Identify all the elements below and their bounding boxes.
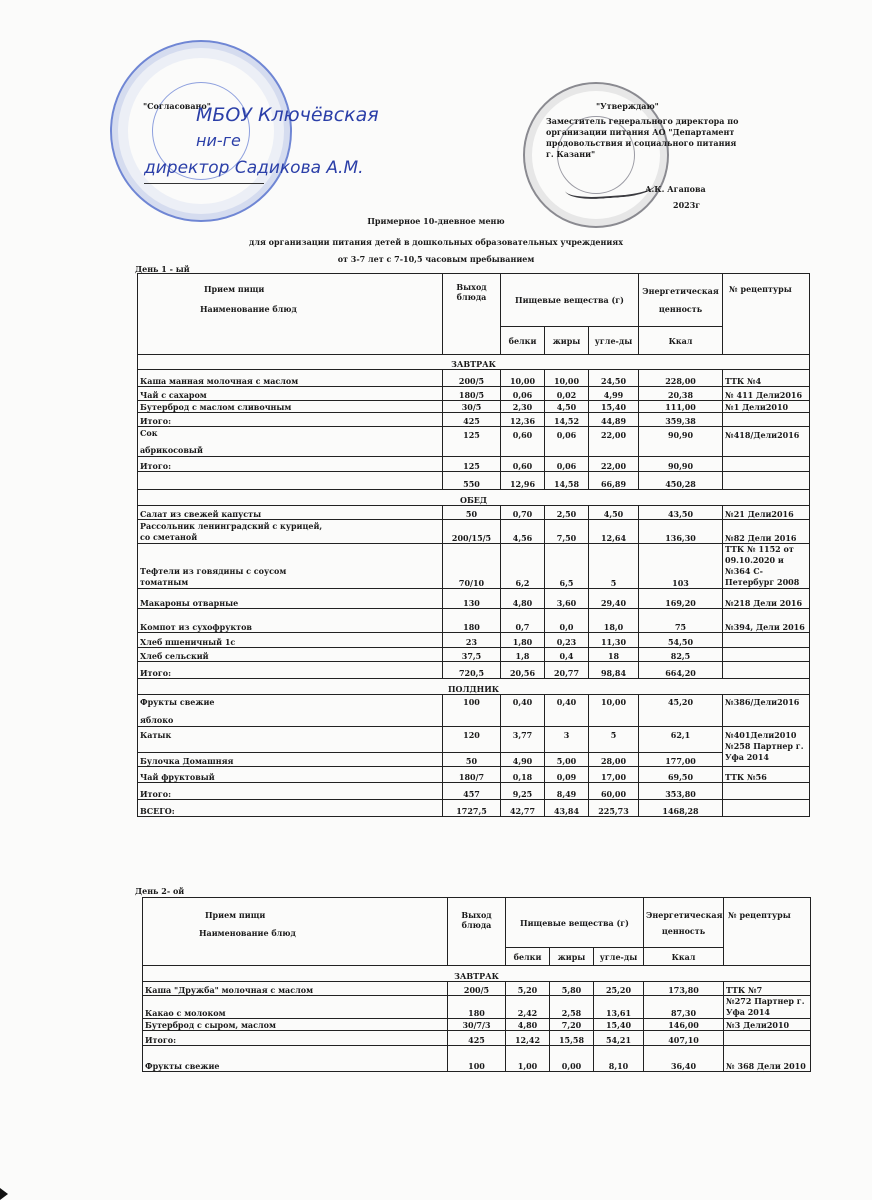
approver-name: А.К. Агапова [645,184,706,194]
grand-total-row: ВСЕГО: 1727,5 42,77 43,84 225,73 1468,28 [138,800,810,817]
document-age-range: от 3-7 лет с 7-10,5 часовым пребыванием [337,254,535,264]
table-row: Катык 120 3,77 3 5 62,1 №401Дели2010 №258 Партнер г. Уфа 2014 [138,727,810,753]
table-row: Тефтели из говядины с соусом томатным 70/10 6,2 6,5 5 103 ТТК № 1152 от 09.10.2020 и №364 С- Петербург 2008 [138,544,810,589]
table-row: Макароны отварные 130 4,80 3,60 29,40 169,20 №218 Дели 2016 [138,589,810,609]
subtotal-row: Итого: 125 0,60 0,06 22,00 90,90 [138,457,810,472]
table-row: Каша манная молочная с маслом 200/5 10,00 10,00 24,50 228,00 ТТК №4 [138,370,810,387]
table-header: Прием пищи Наименование блюд Выход блюда Пищевые вещества (г) Энергетическая ценность № рецептуры [143,898,811,948]
table-header: Прием пищи Наименование блюд Выход блюда Пищевые вещества (г) Энергетическая ценность № рецептуры [138,274,810,327]
table-row: Чай фруктовый 180/7 0,18 0,09 17,00 69,50 ТТК №56 [138,767,810,783]
signature-underline [144,183,264,184]
table-row: Рассольник ленинградский с курицей, со сметаной 200/15/5 4,56 7,50 12,64 136,30 №82 Дели 2016 [138,520,810,544]
table-row: Каша "Дружба" молочная с маслом 200/5 5,20 5,80 25,20 173,80 ТТК №7 [143,982,811,996]
approved-label: "Утверждаю" [596,101,659,111]
section-breakfast: ЗАВТРАК [138,355,810,370]
approver-position: Заместитель генерального директора по организации питания АО "Департамент продовольствия и социального питания г. Казани" [546,116,739,159]
day-2-menu-table: Прием пищи Наименование блюд Выход блюда Пищевые вещества (г) Энергетическая ценность № рецептуры белки жиры угле-ды Ккал ЗАВТРАК Каша "Дружба" молочная с маслом 200/5 5,20 5,80 25,20 173,80 ТТК №7 Какао с молоком 180 2,42 2,58 13,61 87,30 №272 Партнер г. Уфа 2014 Бутерброд с сыром, маслом 30/7/3 4,80 7,20 15,40 146,00 №3 Дели2010 Итого: 425 12,42 15,58 54,21 407,10 Фрукты свежие 100 1,00 0,00 8,10 36,40 № 368 Дели 2010 [142,897,811,1072]
table-row: Фрукты свежие яблоко 100 0,40 0,40 10,00 45,20 №386/Дели2016 [138,695,810,727]
morning-sum-row: 550 12,96 14,58 66,89 450,28 [138,472,810,490]
table-row: Чай с сахаром 180/5 0,06 0,02 4,99 20,38 № 411 Дели2016 [138,387,810,401]
handwriting-line-3: директор Садикова А.М. [144,158,364,178]
subtotal-row: Итого: 457 9,25 8,49 60,00 353,80 [138,783,810,800]
section-snack: ПОЛДНИК [138,679,810,695]
agreed-label: "Согласовано" [143,101,211,111]
subtotal-row: Итого: 425 12,42 15,58 54,21 407,10 [143,1031,811,1046]
table-row: Хлеб сельский 37,5 1,8 0,4 18 82,5 [138,648,810,662]
day-2-label: День 2- ой [135,886,185,896]
table-row: Булочка Домашняя 50 4,90 5,00 28,00 177,00 [138,753,810,767]
document-title: Примерное 10-дневное меню [367,216,505,226]
table-row: Сок абрикосовый 125 0,60 0,06 22,00 90,90 №418/Дели2016 [138,427,810,457]
table-row: Фрукты свежие 100 1,00 0,00 8,10 36,40 № 368 Дели 2010 [143,1046,811,1072]
day-1-menu-table: Прием пищи Наименование блюд Выход блюда Пищевые вещества (г) Энергетическая ценность № рецептуры белки жиры угле-ды Ккал ЗАВТРАК Каша манная молочная с маслом 200/5 10,00 10,00 24,50 228,00 ТТК №4 Чай с сахаром 180/5 0,06 0,02 4,99 20,38 № 411 Дели2016 Бутерброд с маслом сливочным 30/5 2,30 4,50 15,40 111,00 №1 Дели2010 Итого: 425 12,36 14,52 44,89 359,38 Сок абрикосовый 125 0,60 0,06 22,00 90,90 №418/Дели2016 Итого: 125 0,60 0,06 22,00 90,90 550 12,96 14,58 66,89 450,28 ОБЕД Салат из свежей капусты 50 0,70 2,50 4,50 43,50 №21 Дели2016 Рассольник ленинградский с курицей, со сметаной 200/15/5 4,56 7,50 12,64 136,30 №82 Дели 2016 Тефтели из говядины с соусом томатным 70/10 6,2 6,5 5 103 ТТК № 1152 от 09.10.2020 и №364 С- Петербург 2008 Макароны отварные 130 4,80 3,60 29,40 169,20 №218 Дели 2016 Компот из сухофруктов 180 0,7 0,0 18,0 75 №394, Дели 2016 Хлеб пшеничный 1с 23 1,80 0,23 11,30 54,50 Хлеб сельский 37,5 1,8 0,4 18 82,5 Итого: 720,5 20,56 20,77 98,84 664,20 ПОЛДНИК Фрукты свежие яблоко 100 0,40 0,40 10,00 45,20 №386/Дели2016 Катык 120 3,77 3 5 62,1 №401Дели2010 №258 Партнер г. Уфа 2014 Булочка Домашняя 50 4,90 5,00 28,00 177,00 Чай фруктовый 180/7 0,18 0,09 17,00 69,50 ТТК №56 Итого: 457 9,25 8,49 60,00 353,80 ВСЕГО: 1727,5 42,77 43,84 225,73 1468,28 [137,273,810,817]
approval-year: 2023г [673,200,701,210]
section-lunch: ОБЕД [138,490,810,506]
table-row: Бутерброд с маслом сливочным 30/5 2,30 4,50 15,40 111,00 №1 Дели2010 [138,401,810,413]
section-breakfast: ЗАВТРАК [143,966,811,982]
cursor-icon [0,1188,8,1200]
subtotal-row: Итого: 425 12,36 14,52 44,89 359,38 [138,413,810,427]
subtotal-row: Итого: 720,5 20,56 20,77 98,84 664,20 [138,662,810,679]
table-row: Хлеб пшеничный 1с 23 1,80 0,23 11,30 54,50 [138,633,810,648]
document-subtitle: для организации питания детей в дошкольных образовательных учреждениях [249,237,623,247]
table-row: Какао с молоком 180 2,42 2,58 13,61 87,30 №272 Партнер г. Уфа 2014 [143,996,811,1019]
handwriting-line-1: МБОУ Ключёвская [196,104,379,126]
table-row: Компот из сухофруктов 180 0,7 0,0 18,0 75 №394, Дели 2016 [138,609,810,633]
handwriting-line-2: ни-ге [196,131,241,150]
table-row: Бутерброд с сыром, маслом 30/7/3 4,80 7,20 15,40 146,00 №3 Дели2010 [143,1019,811,1031]
table-row: Салат из свежей капусты 50 0,70 2,50 4,50 43,50 №21 Дели2016 [138,506,810,520]
day-1-label: День 1 - ый [135,264,190,274]
